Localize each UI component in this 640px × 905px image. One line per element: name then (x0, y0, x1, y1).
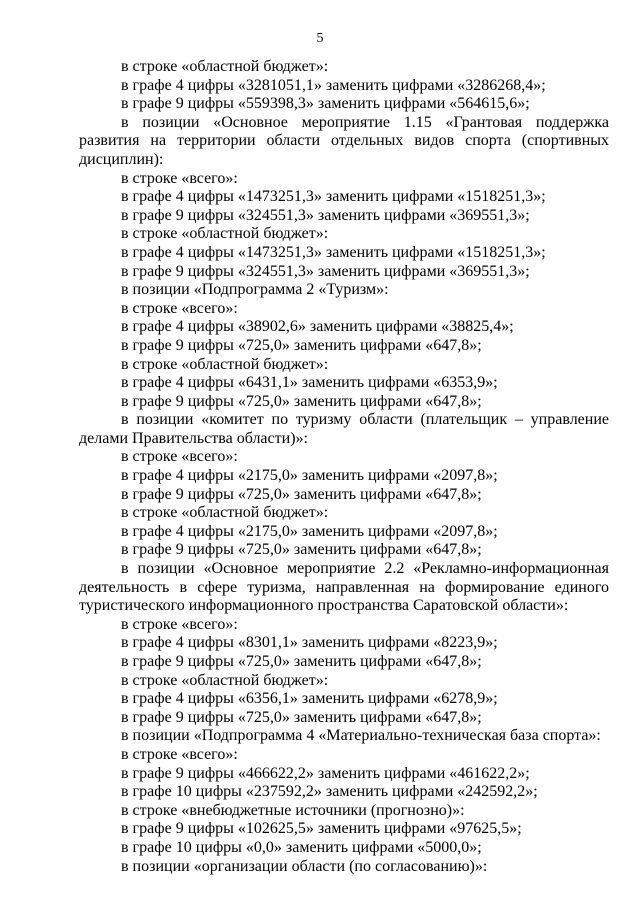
paragraph: в графе 4 цифры «38902,6» заменить цифрами «38825,4»; (121, 318, 514, 336)
paragraph: в графе 4 цифры «6356,1» заменить цифрами «6278,9»; (121, 690, 498, 708)
paragraph: в графе 9 цифры «466622,2» заменить цифрами «461622,2»; (121, 764, 530, 782)
paragraph: в графе 9 цифры «725,0» заменить цифрами «647,8»; (121, 392, 482, 410)
paragraph: в графе 9 цифры «725,0» заменить цифрами «647,8»; (121, 708, 482, 726)
paragraph: в строке «областной бюджет»: (121, 355, 329, 373)
paragraph: в графе 4 цифры «2175,0» заменить цифрами «2097,8»; (121, 467, 498, 485)
paragraph: в позиции «Подпрограмма 2 «Туризм»: (121, 281, 389, 299)
paragraph: в строке «внебюджетные источники (прогнозно)»: (121, 801, 465, 819)
paragraph: в строке «всего»: (121, 615, 238, 633)
paragraph: в графе 4 цифры «1473251,3» заменить цифрами «1518251,3»; (121, 188, 546, 206)
paragraph: в строке «всего»: (121, 448, 238, 466)
paragraph: в графе 4 цифры «8301,1» заменить цифрами «8223,9»; (121, 634, 498, 652)
paragraph: в позиции «комитет по туризму области (плательщик – управление делами Правительства области)»: (79, 411, 609, 447)
paragraph: в графе 10 цифры «237592,2» заменить цифрами «242592,2»; (121, 783, 538, 801)
paragraph: в строке «областной бюджет»: (121, 225, 329, 243)
paragraph: в графе 4 цифры «1473251,3» заменить цифрами «1518251,3»; (121, 243, 546, 261)
paragraph: в графе 9 цифры «324551,3» заменить цифрами «369551,3»; (121, 262, 530, 280)
paragraph: в позиции «организации области (по согласованию)»: (121, 857, 488, 875)
paragraph: в графе 9 цифры «725,0» заменить цифрами «647,8»; (121, 653, 482, 670)
page-number: 5 (316, 31, 324, 46)
paragraph: в позиции «Основное мероприятие 1.15 «Грантовая поддержка развития на территории области отдельных видов спорта (спортивных дисциплин): (79, 113, 609, 168)
paragraph: в графе 9 цифры «324551,3» заменить цифрами «369551,3»; (121, 206, 530, 224)
paragraph: в позиции «Подпрограмма 4 «Материально-техническая база спорта»: (121, 727, 601, 745)
paragraph: в позиции «Основное мероприятие 2.2 «Рекламно-информационная деятельность в сфере туризма, направленная на формирование единого туристического информационного пространства Саратовской области»: (79, 560, 609, 615)
paragraph: в графе 4 цифры «3281051,1» заменить цифрами «3286268,4»; (121, 76, 546, 94)
paragraph: в графе 10 цифры «0,0» заменить цифрами «5000,0»; (121, 838, 482, 856)
paragraph: в графе 9 цифры «725,0» заменить цифрами «647,8»; (121, 541, 482, 559)
document-body (79, 58, 609, 876)
paragraph: в строке «всего»: (121, 299, 238, 317)
paragraph: в строке «всего»: (121, 169, 238, 187)
paragraph: в графе 9 цифры «725,0» заменить цифрами «647,8»; (121, 336, 482, 354)
paragraph: в строке «областной бюджет»: (121, 671, 329, 689)
paragraph: в графе 9 цифры «102625,5» заменить цифрами «97625,5»; (121, 820, 522, 838)
paragraph: в строке «областной бюджет»: (121, 504, 329, 522)
paragraph: в графе 9 цифры «559398,3» заменить цифрами «564615,6»; (121, 95, 530, 113)
paragraph: в строке «всего»: (121, 745, 238, 763)
paragraph: в графе 9 цифры «725,0» заменить цифрами «647,8»; (121, 485, 482, 503)
paragraph: в графе 4 цифры «2175,0» заменить цифрами «2097,8»; (121, 522, 498, 540)
paragraph: в строке «областной бюджет»: (121, 58, 329, 75)
paragraph: в графе 4 цифры «6431,1» заменить цифрами «6353,9»; (121, 374, 498, 392)
